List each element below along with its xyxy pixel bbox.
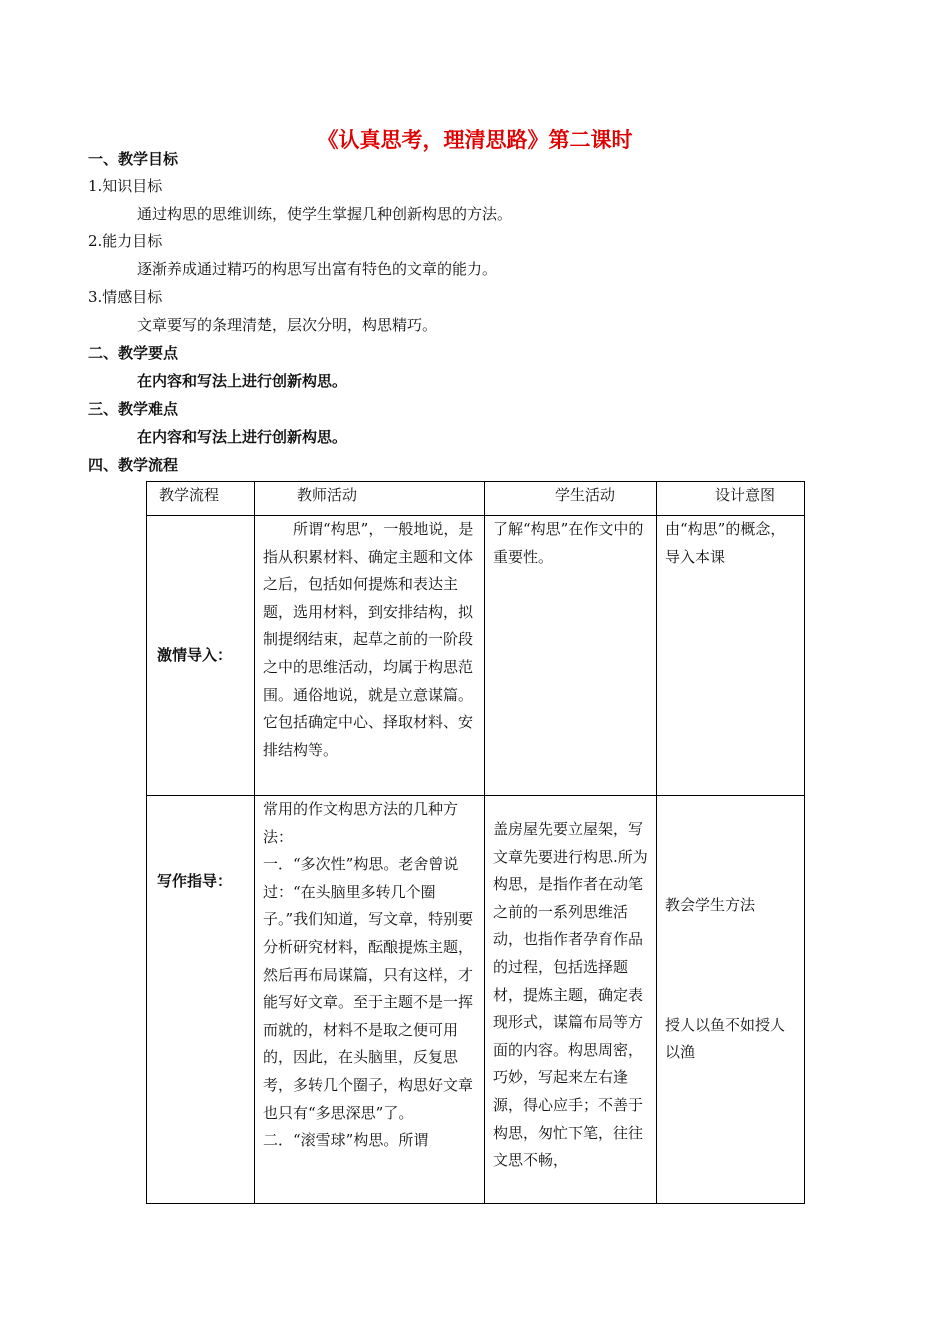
section-heading-key-points: 二、教学要点: [88, 344, 179, 362]
teacher-activity-cell: 常用的作文构思方法的几种方法： 一．“多次性”构思。老舍曾说过：“在头脑里多转几个圈子。”我们知道，写文章，特别要分析研究材料，酝酿提炼主题，然后再布局谋篇，只有这样，才能写好文章。至于主题不是一挥而就的，材料不是取之便可用的，因此，在头脑里，反复思考，多转几个圈子，构思好文章也只有“多思深思”了。 二．“滚雪球”构思。所谓: [255, 796, 485, 1204]
header-intent: 设计意图: [657, 482, 805, 516]
student-activity-cell: 盖房屋先要立屋架，写文章先要进行构思.所为构思，是指作者在动笔之前的一系列思维活动，也指作者孕育作品的过程，包括选择题材，提炼主题，确定表现形式，谋篇布局等方面的内容。构思周密，巧妙，写起来左右逢源，得心应手；不善于构思，匆忙下笔，往往文思不畅，: [485, 796, 657, 1204]
header-teacher: 教师活动: [255, 482, 485, 516]
table-header-row: [147, 482, 805, 516]
section-heading-goals: 一、教学目标: [88, 150, 179, 168]
table-row: [147, 796, 805, 1204]
knowledge-goal-text: 通过构思的思维训练，使学生掌握几种创新构思的方法。: [137, 205, 513, 223]
design-intent-cell: 由“构思”的概念，导入本课: [657, 516, 805, 796]
stage-cell: 激情导入：: [147, 516, 255, 796]
difficulties-text: 在内容和写法上进行创新构思。: [137, 428, 348, 446]
stage-cell: 写作指导：: [147, 796, 255, 1204]
section-heading-difficulties: 三、教学难点: [88, 400, 179, 418]
teacher-activity-cell: 所谓“构思”，一般地说，是指从积累材料、确定主题和文体之后，包括如何提炼和表达主题，选用材料，到安排结构，拟制提纲结束，起草之前的一阶段之中的思维活动，均属于构思范围。通俗地说，就是立意谋篇。它包括确定中心、择取材料、安排结构等。: [255, 516, 485, 796]
ability-goal-label: 2.能力目标: [88, 232, 163, 250]
design-intent-cell: [657, 796, 805, 1204]
emotion-goal-text: 文章要写的条理清楚，层次分明，构思精巧。: [137, 316, 438, 334]
knowledge-goal-label: 1.知识目标: [88, 177, 163, 195]
header-student: 学生活动: [485, 482, 657, 516]
key-points-text: 在内容和写法上进行创新构思。: [137, 372, 348, 390]
student-activity-cell: 了解“构思”在作文中的重要性。: [485, 516, 657, 796]
header-stage: 教学流程: [147, 482, 255, 516]
design-intent-text-2: 授人以鱼不如授人以渔: [665, 1015, 786, 1062]
emotion-goal-label: 3.情感目标: [88, 288, 163, 306]
teaching-flow-table: [146, 481, 805, 1204]
design-intent-text-1: 教会学生方法: [665, 896, 756, 914]
table-row: [147, 516, 805, 796]
section-heading-process: 四、教学流程: [88, 456, 179, 474]
document-title: 《认真思考，理清思路》第二课时: [317, 128, 633, 152]
ability-goal-text: 逐渐养成通过精巧的构思写出富有特色的文章的能力。: [137, 260, 498, 278]
